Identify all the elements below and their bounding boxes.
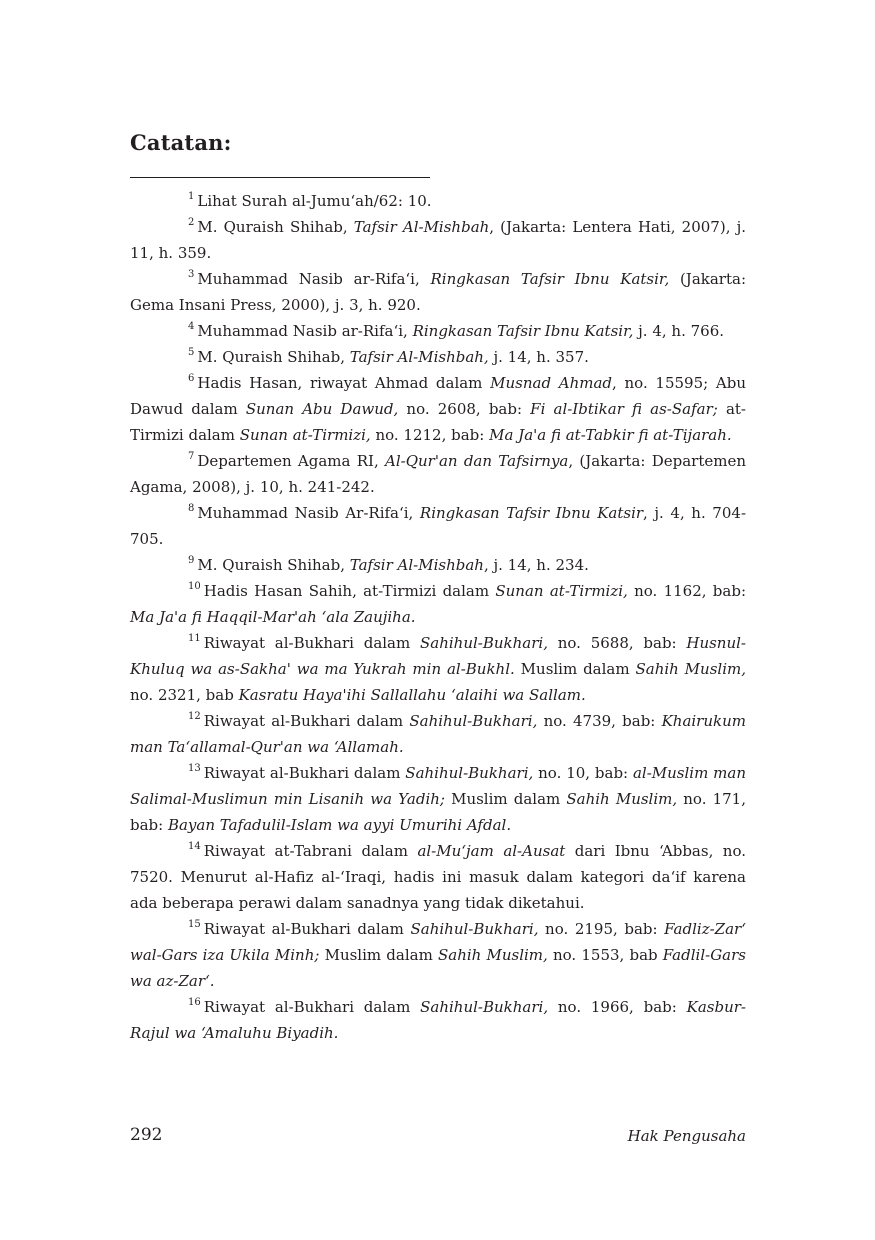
footnote-text: (Jakarta: Gema Insani Press, 2000), j. 3, h. 920.	[130, 270, 746, 314]
footnote	[130, 708, 746, 760]
footnote-number: 3	[188, 269, 195, 280]
footnote-number: 12	[188, 711, 201, 722]
footnote-title-text: Sahihul-Bukhari,	[420, 998, 549, 1016]
footnote-number: 4	[188, 321, 195, 332]
footnote-title-text: Fadlil-Gars wa az-Zar‘.	[130, 946, 746, 990]
footnote	[130, 448, 746, 500]
footnote-text: Riwayat at-Tabrani dalam	[203, 842, 418, 860]
footnote	[130, 500, 746, 552]
footnote-text: Riwayat al-Bukhari dalam	[203, 764, 406, 782]
page-number: 292	[130, 1125, 163, 1145]
footnote-text: , (Jakarta: Lentera Hati, 2007), j. 11, h. 359.	[130, 218, 746, 262]
footnote-text: no. 2321, bab	[130, 686, 239, 704]
page-footer	[130, 1125, 746, 1149]
footnote	[130, 916, 746, 994]
footnote-title-text: Sahihul-Bukhari,	[409, 712, 538, 730]
footnote-title-text: Sahih Muslim,	[437, 946, 548, 964]
footnote-text: Riwayat al-Bukhari dalam	[203, 920, 411, 938]
footnote	[130, 838, 746, 916]
footnote	[130, 578, 746, 630]
footnote-text: M. Quraish Shihab,	[197, 556, 350, 574]
footnote-number: 1	[188, 191, 195, 202]
footnote-text: no. 1553, bab	[547, 946, 663, 964]
footnote	[130, 760, 746, 838]
footnote-title-text: Tafsir Al-Mishbah	[349, 556, 484, 574]
footnote-title-text: Ma Ja'a fi at-Tabkir fi at-Tijarah.	[489, 426, 732, 444]
footnote-title-text: Ringkasan Tafsir Ibnu Katsir,	[412, 322, 634, 340]
footnote-text: Riwayat al-Bukhari dalam	[203, 998, 421, 1016]
footnote-title-text: Husnul-Khuluq wa as-Sakha' wa ma Yukrah min al-Bukhl.	[130, 634, 746, 678]
footnote-text: dari Ibnu ‘Abbas, no. 7520. Menurut al-Hafiz al-‘Iraqi, hadis ini masuk dalam kategori da‘if karena ada beberapa perawi dalam sanadnya yang tidak diketahui.	[130, 842, 747, 912]
running-title: Hak Pengusaha	[627, 1127, 746, 1145]
footnote-number: 7	[188, 451, 195, 462]
footnote-title-text: Fi al-Ibtikar fi as-Safar;	[530, 400, 718, 418]
footnote-text: Muslim dalam	[319, 946, 438, 964]
footnote-text: Muslim dalam	[514, 660, 636, 678]
footnote-title-text: Tafsir Al-Mishbah	[353, 218, 490, 236]
footnote-text: Riwayat al-Bukhari dalam	[203, 634, 420, 652]
footnote-text: no. 1966, bab:	[548, 998, 687, 1016]
footnote-list	[130, 188, 746, 1046]
footnote	[130, 994, 746, 1046]
footnote-title-text: Musnad Ahmad	[490, 374, 613, 392]
footnote-text: Muhammad Nasib ar-Rifa‘i,	[197, 322, 413, 340]
footnote	[130, 630, 746, 708]
footnote-number: 14	[188, 841, 201, 852]
footnote	[130, 214, 746, 266]
footnote-text: Lihat Surah al-Jumu‘ah/62: 10.	[197, 192, 432, 210]
notes-heading: Catatan:	[130, 130, 232, 155]
footnote-title-text: Ringkasan Tafsir Ibnu Katsir,	[430, 270, 670, 288]
footnote-text: j. 4, h. 766.	[633, 322, 725, 340]
footnote-text: Departemen Agama RI,	[197, 452, 385, 470]
footnote-number: 2	[188, 217, 195, 228]
footnote-title-text: Sahihul-Bukhari,	[410, 920, 539, 938]
footnote-text: j. 14, h. 357.	[488, 348, 589, 366]
footnote-title-text: Sahih Muslim,	[566, 790, 678, 808]
footnote-number: 11	[188, 633, 201, 644]
footnote-title-text: al-Muslim man Salimal-Muslimun min Lisanih wa Yadih;	[130, 764, 746, 808]
footnote-text: at-Tirmizi dalam	[130, 400, 746, 444]
footnote-title-text: al-Mu‘jam al-Ausat	[417, 842, 566, 860]
footnote-text: no. 1212, bab:	[370, 426, 490, 444]
footnote	[130, 344, 746, 370]
footnote-text: no. 2195, bab:	[538, 920, 665, 938]
footnote	[130, 266, 746, 318]
footnote-text: Hadis Hasan Sahih, at-Tirmizi dalam	[203, 582, 496, 600]
footnote-text: Riwayat al-Bukhari dalam	[203, 712, 410, 730]
footnote-number: 13	[188, 763, 201, 774]
footnote-text: M. Quraish Shihab,	[197, 348, 350, 366]
footnote-title-text: Ma Ja'a fi Haqqil-Mar'ah ‘ala Zaujiha.	[130, 608, 416, 626]
footnote-title-text: Sunan Abu Dawud,	[245, 400, 399, 418]
footnote-title-text: Bayan Tafadulil-Islam wa ayyi Umurihi Afdal.	[167, 816, 512, 834]
footnote-text: no. 1162, bab:	[627, 582, 746, 600]
footnote-text: no. 4739, bab:	[537, 712, 662, 730]
footnote-title-text: Kasbur-Rajul wa ‘Amaluhu Biyadih.	[130, 998, 746, 1042]
footnote-number: 5	[188, 347, 195, 358]
footnote-title-text: Khairukum man Ta‘allamal-Qur'an wa ‘Allamah.	[130, 712, 746, 756]
footnote-title-text: Sahihul-Bukhari,	[405, 764, 534, 782]
footnote-title-text: Kasratu Haya'ihi Sallallahu ‘alaihi wa Sallam.	[238, 686, 586, 704]
footnote-text: Muhammad Nasib Ar-Rifa‘i,	[197, 504, 420, 522]
footnote-title-text: Ringkasan Tafsir Ibnu Katsir	[419, 504, 644, 522]
footnote-text: , j. 4, h. 704-705.	[130, 504, 747, 548]
footnote-divider	[130, 177, 430, 178]
footnote-title-text: Sunan at-Tirmizi,	[239, 426, 371, 444]
footnote-text: M. Quraish Shihab,	[197, 218, 354, 236]
footnote-text: , no. 15595; Abu Dawud dalam	[130, 374, 746, 418]
footnote	[130, 188, 746, 214]
footnote-text: no. 2608, bab:	[398, 400, 531, 418]
footnote-number: 9	[188, 555, 195, 566]
footnote-number: 16	[188, 997, 201, 1008]
footnote-text: no. 10, bab:	[533, 764, 633, 782]
footnote-text: no. 5688, bab:	[547, 634, 687, 652]
footnote-number: 15	[188, 919, 201, 930]
footnote	[130, 552, 746, 578]
footnote-text: no. 171, bab:	[130, 790, 746, 834]
footnote-text: , j. 14, h. 234.	[483, 556, 589, 574]
footnote-number: 8	[188, 503, 195, 514]
footnote-title-text: Sahih Muslim,	[635, 660, 746, 678]
footnote-number: 10	[188, 581, 201, 592]
footnote	[130, 370, 746, 448]
footnote-title-text: Tafsir Al-Mishbah,	[349, 348, 489, 366]
footnote-title-text: Al-Qur'an dan Tafsirnya	[385, 452, 569, 470]
footnote-text: , (Jakarta: Departemen Agama, 2008), j. 10, h. 241-242.	[130, 452, 746, 496]
footnote	[130, 318, 746, 344]
footnote-text: Muslim dalam	[444, 790, 567, 808]
footnote-text: Hadis Hasan, riwayat Ahmad dalam	[197, 374, 491, 392]
footnote-title-text: Fadliz-Zar‘ wal-Gars iza Ukila Minh;	[130, 920, 746, 964]
footnote-title-text: Sunan at-Tirmizi,	[495, 582, 628, 600]
footnote-text: Muhammad Nasib ar-Rifa‘i,	[197, 270, 431, 288]
footnote-title-text: Sahihul-Bukhari,	[420, 634, 548, 652]
footnote-number: 6	[188, 373, 195, 384]
